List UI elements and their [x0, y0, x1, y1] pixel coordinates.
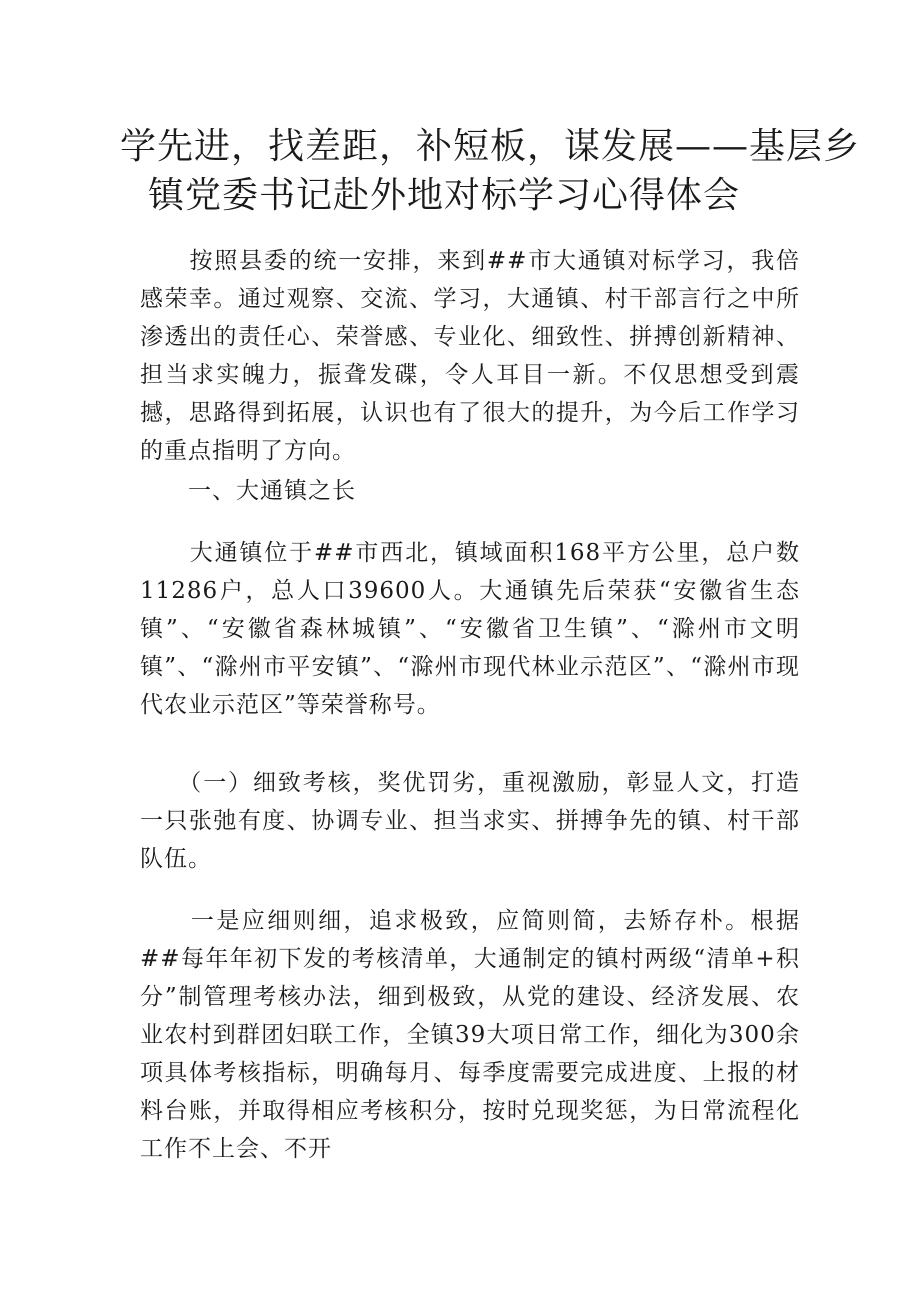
paragraph-intro: 按照县委的统一安排，来到##市大通镇对标学习，我倍感荣幸。通过观察、交流、学习，大通镇、村干部言行之中所渗透出的责任心、荣誉感、专业化、细致性、拼搏创新精神、担当求实魄力，振聋发碟，令人耳目一新。不仅思想受到震撼，思路得到拓展，认识也有了很大的提升，为今后工作学习的重点指明了方向。: [140, 248, 800, 464]
paragraph-town-overview: 大通镇位于##市西北，镇域面积168平方公里，总户数11286户，总人口39600人。大通镇先后荣获“安徽省生态镇”、“安徽省森林城镇”、“安徽省卫生镇”、“滁州市文明镇”、“滁州市平安镇”、“滁州市现代林业示范区”、“滁州市现代农业示范区”等荣誉称号。: [140, 540, 800, 718]
title-line-1: 学先进，找差距，补短板，谋发展——基层乡: [120, 126, 861, 167]
paragraph-assessment: 一是应细则细，追求极致，应简则简，去矫存朴。根据##每年年初下发的考核清单，大通制定的镇村两级“清单+积分”制管理考核办法，细到极致，从党的建设、经济发展、农业农村到群团妇联工作，全镇39大项日常工作，细化为300余项具体考核指标，明确每月、每季度需要完成进度、上报的材料台账，并取得相应考核积分，按时兑现奖惩，为日常流程化工作不上会、不开: [140, 908, 800, 1162]
document-title: [120, 122, 861, 220]
section-heading-1: 一、大通镇之长: [140, 478, 356, 504]
title-line-2: 镇党委书记赴外地对标学习心得体会: [148, 175, 741, 216]
subsection-heading-1: （一）细致考核，奖优罚劣，重视激励，彰显人文，打造一只张弛有度、协调专业、担当求实、拼搏争先的镇、村干部队伍。: [140, 770, 800, 872]
